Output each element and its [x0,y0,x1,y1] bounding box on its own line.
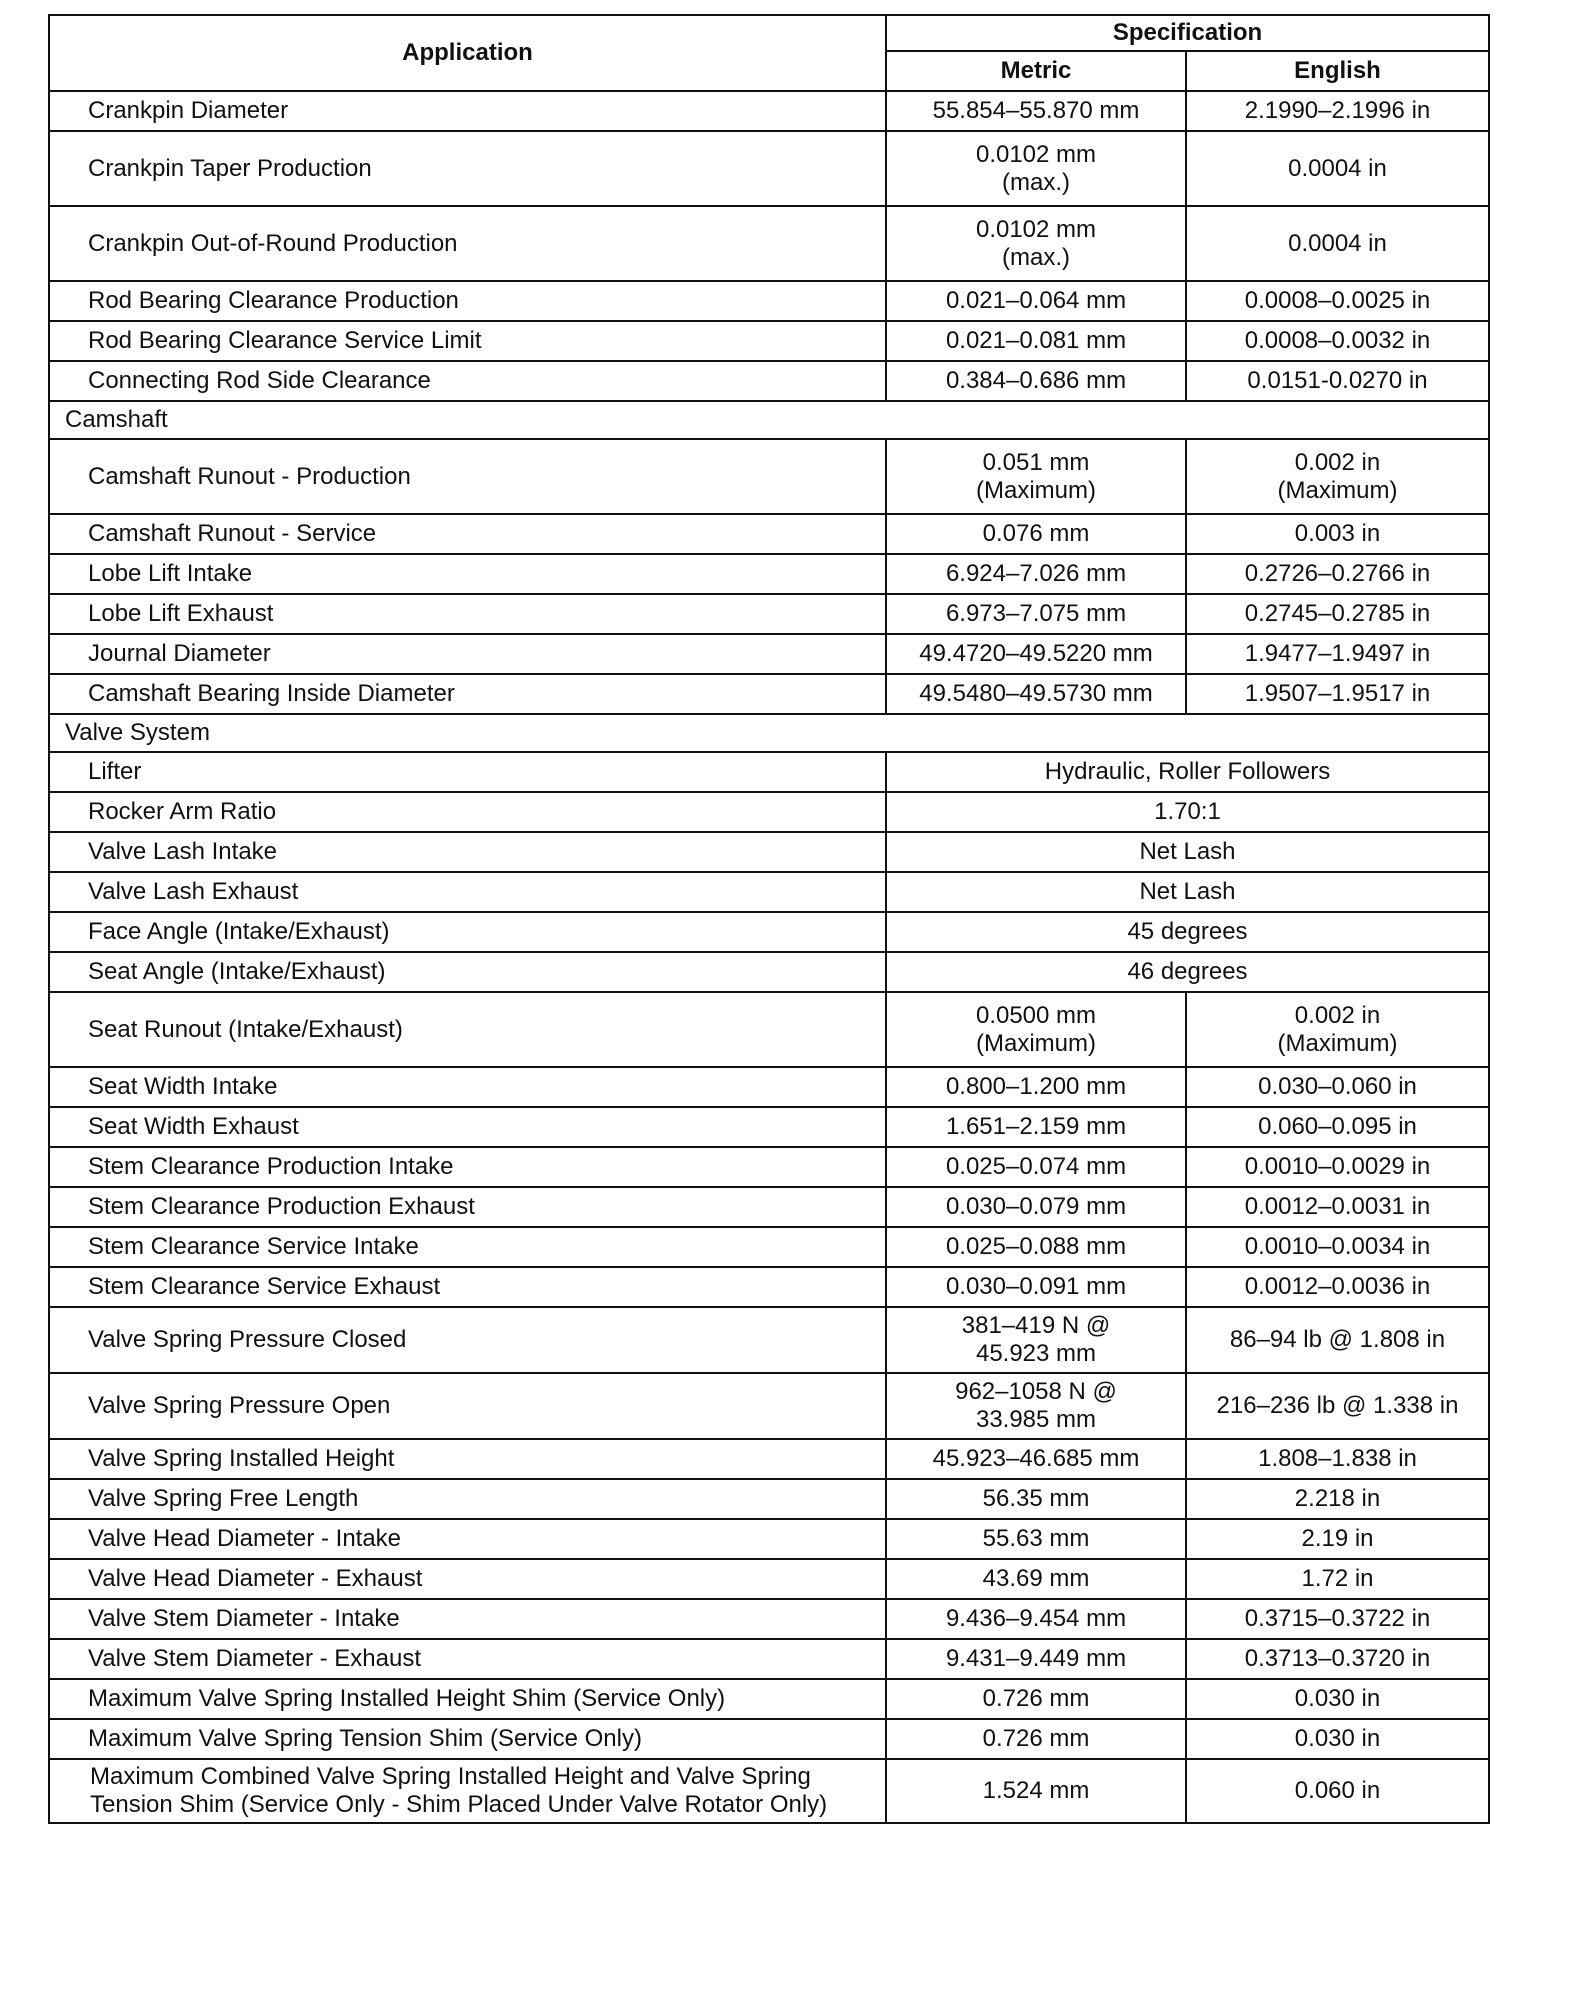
application-cell: Seat Angle (Intake/Exhaust) [49,952,886,992]
application-cell: Valve Spring Installed Height [49,1439,886,1479]
application-cell: Seat Width Exhaust [49,1107,886,1147]
metric-line: 381–419 N @ [961,1312,1111,1339]
table-row [49,1479,1489,1519]
metric-line-2: (Maximum) [976,476,1096,504]
english-cell: 0.003 in [1186,514,1489,554]
application-cell: Valve Lash Intake [49,832,886,872]
english-cell: 0.060 in [1186,1759,1489,1823]
metric-cell: 55.63 mm [886,1519,1186,1559]
application-cell: Camshaft Runout - Service [49,514,886,554]
metric-line: 0.051 mm [982,448,1090,476]
english-cell: 86–94 lb @ 1.808 in [1186,1307,1489,1373]
metric-cell: 9.431–9.449 mm [886,1639,1186,1679]
metric-line-2: (max.) [1002,168,1070,196]
metric-cell: 6.973–7.075 mm [886,594,1186,634]
application-cell: Seat Runout (Intake/Exhaust) [49,992,886,1067]
application-cell: Rod Bearing Clearance Production [49,281,886,321]
metric-cell: 1.651–2.159 mm [886,1107,1186,1147]
metric-line-2: (max.) [1002,243,1070,271]
table-row [49,1599,1489,1639]
application-cell: Face Angle (Intake/Exhaust) [49,912,886,952]
table-row [49,1307,1489,1373]
table-row [49,952,1489,992]
application-cell: Valve Head Diameter - Exhaust [49,1559,886,1599]
metric-line-2: (Maximum) [976,1029,1096,1057]
specification-header: Specification [886,15,1489,51]
english-cell: 0.3713–0.3720 in [1186,1639,1489,1679]
spanned-value-cell: Hydraulic, Roller Followers [886,752,1489,792]
english-line: 0.002 in [1294,1001,1381,1029]
application-cell: Seat Width Intake [49,1067,886,1107]
table-row [49,1639,1489,1679]
header-row [49,15,1489,51]
table-row [49,361,1489,401]
section-label: Camshaft [49,401,1489,439]
metric-cell: 0.726 mm [886,1679,1186,1719]
english-line-2: (Maximum) [1277,1029,1398,1057]
english-line: 0.002 in [1294,448,1381,476]
english-cell: 0.030–0.060 in [1186,1067,1489,1107]
english-cell: 0.0004 in [1186,131,1489,206]
table-row [49,872,1489,912]
application-cell [49,1759,886,1823]
application-cell: Lobe Lift Exhaust [49,594,886,634]
table-row [49,514,1489,554]
english-cell: 1.808–1.838 in [1186,1439,1489,1479]
table-row [49,1067,1489,1107]
spanned-value-cell: 45 degrees [886,912,1489,952]
application-cell: Valve Spring Pressure Open [49,1373,886,1439]
metric-cell [886,1373,1186,1439]
application-cell: Valve Lash Exhaust [49,872,886,912]
application-cell: Valve Spring Free Length [49,1479,886,1519]
english-cell: 1.72 in [1186,1559,1489,1599]
metric-cell: 0.384–0.686 mm [886,361,1186,401]
application-header: Application [49,15,886,91]
table-row [49,1187,1489,1227]
table-row [49,1679,1489,1719]
table-row [49,1439,1489,1479]
specifications-table [48,14,1490,1824]
spanned-value-cell: 1.70:1 [886,792,1489,832]
table-row [49,1559,1489,1599]
english-cell: 2.19 in [1186,1519,1489,1559]
application-cell: Crankpin Taper Production [49,131,886,206]
english-cell: 0.2745–0.2785 in [1186,594,1489,634]
english-cell: 1.9507–1.9517 in [1186,674,1489,714]
application-cell: Journal Diameter [49,634,886,674]
english-cell: 0.0008–0.0025 in [1186,281,1489,321]
table-row [49,1519,1489,1559]
table-row [49,439,1489,514]
table-row [49,1719,1489,1759]
table-row [49,131,1489,206]
metric-cell: 0.800–1.200 mm [886,1067,1186,1107]
metric-cell [886,1307,1186,1373]
table-row [49,634,1489,674]
english-cell: 2.1990–2.1996 in [1186,91,1489,131]
application-line-2: Tension Shim (Service Only - Shim Placed Under Valve Rotator Only) [90,1791,828,1818]
table-row [49,674,1489,714]
metric-cell: 49.5480–49.5730 mm [886,674,1186,714]
metric-header: Metric [886,51,1186,91]
metric-cell: 6.924–7.026 mm [886,554,1186,594]
metric-cell: 0.726 mm [886,1719,1186,1759]
table-row [49,281,1489,321]
english-cell: 0.0012–0.0031 in [1186,1187,1489,1227]
application-cell: Stem Clearance Production Exhaust [49,1187,886,1227]
application-cell: Crankpin Diameter [49,91,886,131]
english-cell: 216–236 lb @ 1.338 in [1186,1373,1489,1439]
application-cell: Camshaft Runout - Production [49,439,886,514]
spanned-value-cell: Net Lash [886,832,1489,872]
table-row [49,912,1489,952]
application-cell: Valve Stem Diameter - Intake [49,1599,886,1639]
table-row [49,992,1489,1067]
metric-line: 0.0102 mm [975,215,1097,243]
application-cell: Maximum Valve Spring Installed Height Shim (Service Only) [49,1679,886,1719]
table-row [49,1373,1489,1439]
application-cell: Lobe Lift Intake [49,554,886,594]
metric-cell: 0.021–0.064 mm [886,281,1186,321]
table-row [49,792,1489,832]
section-row [49,401,1489,439]
metric-line-2: 33.985 mm [975,1406,1097,1433]
metric-line: 962–1058 N @ [955,1378,1117,1405]
application-cell: Stem Clearance Service Exhaust [49,1267,886,1307]
metric-cell: 0.021–0.081 mm [886,321,1186,361]
application-cell: Maximum Valve Spring Tension Shim (Service Only) [49,1719,886,1759]
table-row [49,594,1489,634]
table-row [49,832,1489,872]
english-cell: 0.060–0.095 in [1186,1107,1489,1147]
metric-cell: 0.076 mm [886,514,1186,554]
english-cell [1186,992,1489,1067]
table-row [49,1267,1489,1307]
english-cell: 2.218 in [1186,1479,1489,1519]
english-cell: 0.0004 in [1186,206,1489,281]
application-cell: Rod Bearing Clearance Service Limit [49,321,886,361]
application-cell: Connecting Rod Side Clearance [49,361,886,401]
section-label: Valve System [49,714,1489,752]
application-cell: Valve Spring Pressure Closed [49,1307,886,1373]
english-cell: 0.030 in [1186,1719,1489,1759]
application-cell: Rocker Arm Ratio [49,792,886,832]
application-cell: Camshaft Bearing Inside Diameter [49,674,886,714]
application-cell: Valve Head Diameter - Intake [49,1519,886,1559]
metric-cell: 43.69 mm [886,1559,1186,1599]
english-cell: 1.9477–1.9497 in [1186,634,1489,674]
table-row [49,1759,1489,1823]
application-cell: Stem Clearance Service Intake [49,1227,886,1267]
table-row [49,321,1489,361]
metric-cell: 0.025–0.088 mm [886,1227,1186,1267]
table-body [49,91,1489,1823]
metric-cell: 55.854–55.870 mm [886,91,1186,131]
english-cell: 0.3715–0.3722 in [1186,1599,1489,1639]
english-cell: 0.2726–0.2766 in [1186,554,1489,594]
metric-cell [886,439,1186,514]
metric-cell [886,992,1186,1067]
application-line: Maximum Combined Valve Spring Installed Height and Valve Spring [90,1763,811,1790]
table-row [49,752,1489,792]
metric-cell: 45.923–46.685 mm [886,1439,1186,1479]
metric-cell: 56.35 mm [886,1479,1186,1519]
metric-line-2: 45.923 mm [975,1340,1097,1367]
application-cell: Stem Clearance Production Intake [49,1147,886,1187]
application-cell: Crankpin Out-of-Round Production [49,206,886,281]
metric-line: 0.0102 mm [975,140,1097,168]
english-cell [1186,439,1489,514]
table-row [49,206,1489,281]
spanned-value-cell: 46 degrees [886,952,1489,992]
english-cell: 0.0008–0.0032 in [1186,321,1489,361]
english-line-2: (Maximum) [1277,476,1398,504]
application-cell: Lifter [49,752,886,792]
metric-cell: 0.030–0.079 mm [886,1187,1186,1227]
metric-cell: 0.030–0.091 mm [886,1267,1186,1307]
metric-cell [886,206,1186,281]
metric-cell [886,131,1186,206]
metric-cell: 1.524 mm [886,1759,1186,1823]
english-cell: 0.0010–0.0029 in [1186,1147,1489,1187]
metric-cell: 0.025–0.074 mm [886,1147,1186,1187]
english-cell: 0.0151-0.0270 in [1186,361,1489,401]
application-cell: Valve Stem Diameter - Exhaust [49,1639,886,1679]
english-header: English [1186,51,1489,91]
spanned-value-cell: Net Lash [886,872,1489,912]
section-row [49,714,1489,752]
table-row [49,1227,1489,1267]
metric-line: 0.0500 mm [975,1001,1097,1029]
english-cell: 0.030 in [1186,1679,1489,1719]
english-cell: 0.0012–0.0036 in [1186,1267,1489,1307]
english-cell: 0.0010–0.0034 in [1186,1227,1489,1267]
table-row [49,91,1489,131]
metric-cell: 9.436–9.454 mm [886,1599,1186,1639]
table-row [49,554,1489,594]
table-row [49,1147,1489,1187]
metric-cell: 49.4720–49.5220 mm [886,634,1186,674]
table-row [49,1107,1489,1147]
